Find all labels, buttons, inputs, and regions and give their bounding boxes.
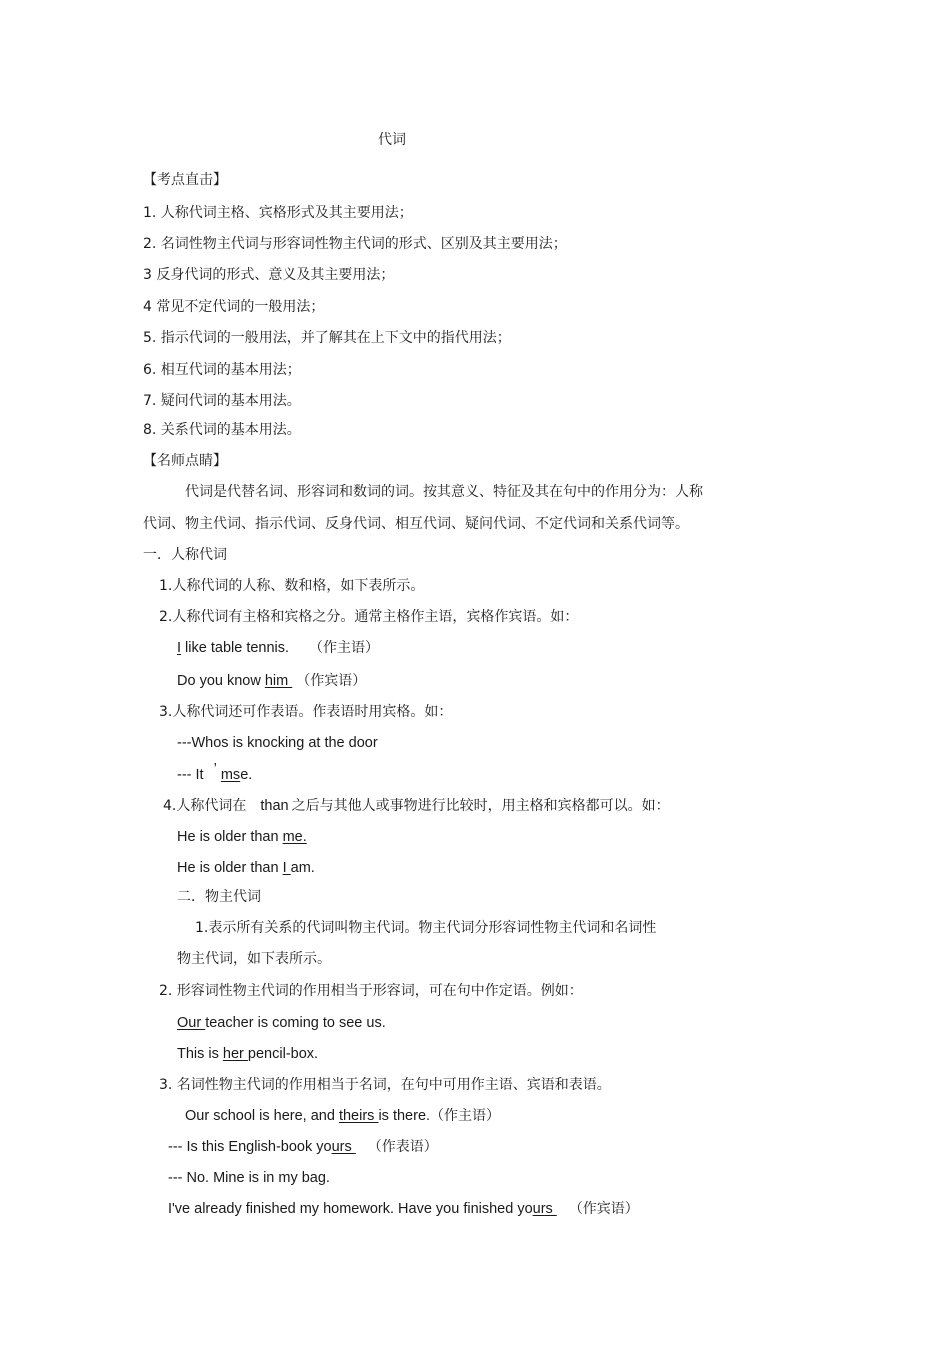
underlined-word: Our (177, 1015, 206, 1031)
section1-p4: 4.人称代词在 than 之后与其他人或事物进行比较时，用主格和宾格都可以。如： (163, 798, 670, 814)
underlined-word: I (177, 640, 182, 656)
kaodian-item-2: 2. 名词性物主代词与形容词性物主代词的形式、区别及其主要用法； (143, 236, 567, 252)
kaodian-item-6: 6. 相互代词的基本用法； (143, 362, 301, 378)
section2-p3: 3. 名词性物主代词的作用相当于名词，在句中可用作主语、宾语和表语。 (159, 1077, 611, 1093)
underlined-word: I (282, 860, 291, 876)
underlined-word: urs (331, 1139, 356, 1155)
mingshi-header: 【名师点睛】 (143, 453, 227, 469)
page-title: 代词 (378, 132, 406, 148)
example-our-teacher: Our teacher is coming to see us. (177, 1015, 386, 1031)
example-theirs-is-there: Our school is here, and theirs is there.（作主语） (185, 1108, 501, 1124)
example-older-than-me: He is older than me. (177, 829, 307, 845)
kaodian-item-7: 7. 疑问代词的基本用法。 (143, 393, 301, 409)
section1-p1: 1.人称代词的人称、数和格，如下表所示。 (159, 578, 425, 594)
section2-p1a: 1.表示所有关系的代词叫物主代词。物主代词分形容词性物主代词和名词性 (195, 920, 657, 936)
underlined-word: urs (532, 1201, 557, 1217)
example-do-you-know-him: Do you know him （作宾语） (177, 673, 367, 689)
section2-p1b: 物主代词，如下表所示。 (177, 951, 331, 967)
example-finished-yours: I've already finished my homework. Have you finished yours （作宾语） (168, 1201, 639, 1217)
kaodian-header: 【考点直击】 (143, 172, 227, 188)
section1-heading: 一．人称代词 (143, 547, 227, 563)
underlined-word: him (264, 673, 293, 689)
section2-heading: 二．物主代词 (177, 889, 261, 905)
underlined-word: her (222, 1046, 248, 1062)
example-whos-knocking: ---Whos is knocking at the door (177, 735, 378, 751)
intro-line-1: 代词是代替名词、形容词和数词的词。按其意义、特征及其在句中的作用分为：人称 (185, 484, 703, 500)
underlined-word: theirs (338, 1108, 379, 1124)
example-its-me: --- It ’ mse. (177, 761, 253, 783)
section1-p3: 3.人称代词还可作表语。作表语时用宾格。如： (159, 704, 453, 720)
example-older-than-i-am: He is older than I am. (177, 860, 315, 876)
section1-p2: 2.人称代词有主格和宾格之分。通常主格作主语，宾格作宾语。如： (159, 609, 579, 625)
kaodian-item-1: 1. 人称代词主格、宾格形式及其主要用法； (143, 205, 413, 221)
underlined-word: me. (282, 829, 307, 845)
example-i-like-tennis: I like table tennis. （作主语） (177, 640, 380, 656)
section2-p2: 2. 形容词性物主代词的作用相当于形容词，可在句中作定语。例如： (159, 983, 583, 999)
kaodian-item-5: 5. 指示代词的一般用法，并了解其在上下文中的指代用法； (143, 330, 511, 346)
kaodian-item-4: 4 常见不定代词的一般用法； (143, 299, 325, 315)
example-her-pencil-box: This is her pencil-box. (177, 1046, 319, 1062)
kaodian-item-3: 3 反身代词的形式、意义及其主要用法； (143, 267, 395, 283)
underlined-word: ms (220, 767, 241, 783)
example-is-this-yours: --- Is this English-book yours （作表语） (168, 1139, 438, 1155)
kaodian-item-8: 8. 关系代词的基本用法。 (143, 422, 301, 438)
example-mine-in-bag: --- No. Mine is in my bag. (168, 1170, 330, 1186)
intro-line-2: 代词、物主代词、指示代词、反身代词、相互代词、疑问代词、不定代词和关系代词等。 (143, 516, 689, 532)
